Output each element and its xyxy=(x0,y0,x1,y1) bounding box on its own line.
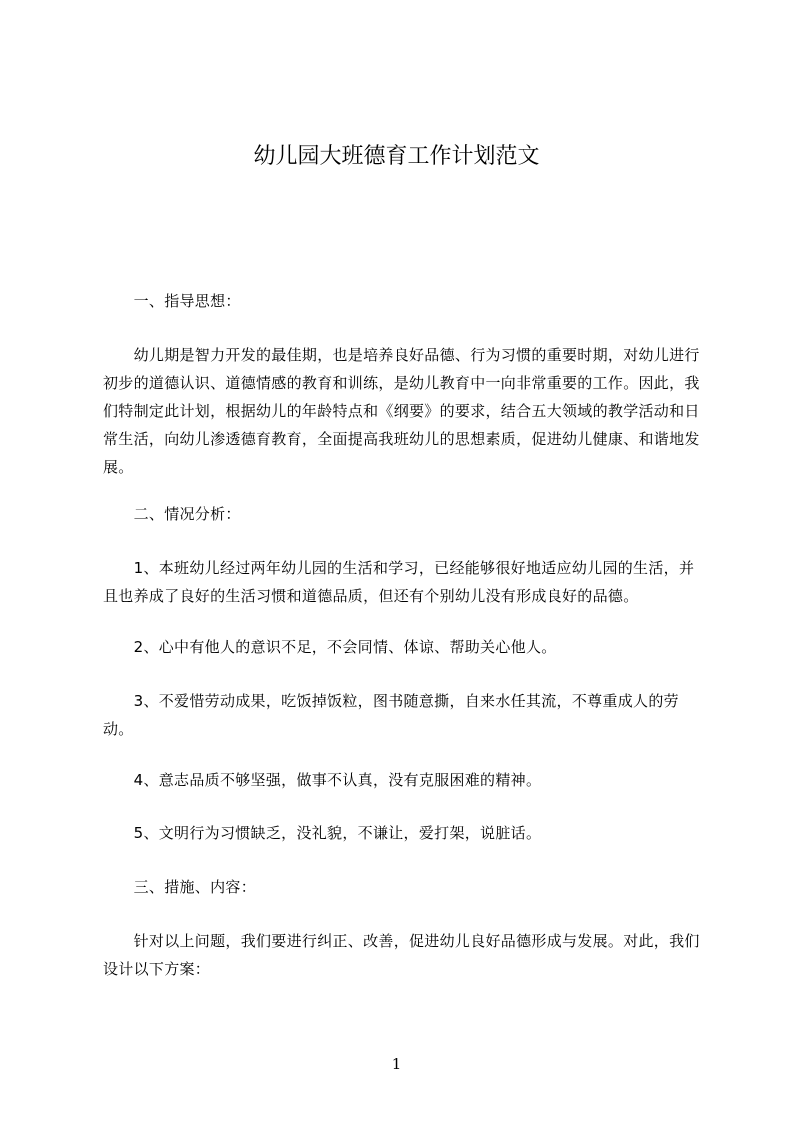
section-heading-guiding: 一、指导思想： xyxy=(103,292,241,310)
section-heading-analysis: 二、情况分析： xyxy=(103,505,241,523)
analysis-item-2: 2、心中有他人的意识不足，不会同情、体谅、帮助关心他人。 xyxy=(103,638,557,656)
guiding-paragraph: 幼儿期是智力开发的最佳期，也是培养良好品德、行为习惯的重要时期，对幼儿进行初步的道德认识、道德情感的教育和训练，是幼儿教育中一向非常重要的工作。因此，我们特制定此计划，根据幼儿的年龄特点和《纲要》的要求，结合五大领域的教学活动和日常生活，向幼儿渗透德育教育，全面提高我班幼儿的思想素质，促进幼儿健康、和谐地发展。 xyxy=(103,346,700,476)
analysis-item-4: 4、意志品质不够坚强，做事不认真，没有克服困难的精神。 xyxy=(103,771,542,789)
analysis-item-3: 3、不爱惜劳动成果，吃饭掉饭粒，图书随意撕，自来水任其流，不尊重成人的劳动。 xyxy=(103,692,679,738)
page-title: 幼儿园大班德育工作计划范文 xyxy=(253,144,540,169)
analysis-item-5: 5、文明行为习惯缺乏，没礼貌，不谦让，爱打架，说脏话。 xyxy=(103,824,542,842)
measures-paragraph: 针对以上问题，我们要进行纠正、改善，促进幼儿良好品德形成与发展。对此，我们设计以下方案： xyxy=(103,932,700,978)
analysis-item-1: 1、本班幼儿经过两年幼儿园的生活和学习，已经能够很好地适应幼儿园的生活，并且也养成了良好的生活习惯和道德品质，但还有个别幼儿没有形成良好的品德。 xyxy=(103,559,695,605)
page-number: 1 xyxy=(391,1055,402,1073)
section-heading-measures: 三、措施、内容： xyxy=(103,878,257,896)
